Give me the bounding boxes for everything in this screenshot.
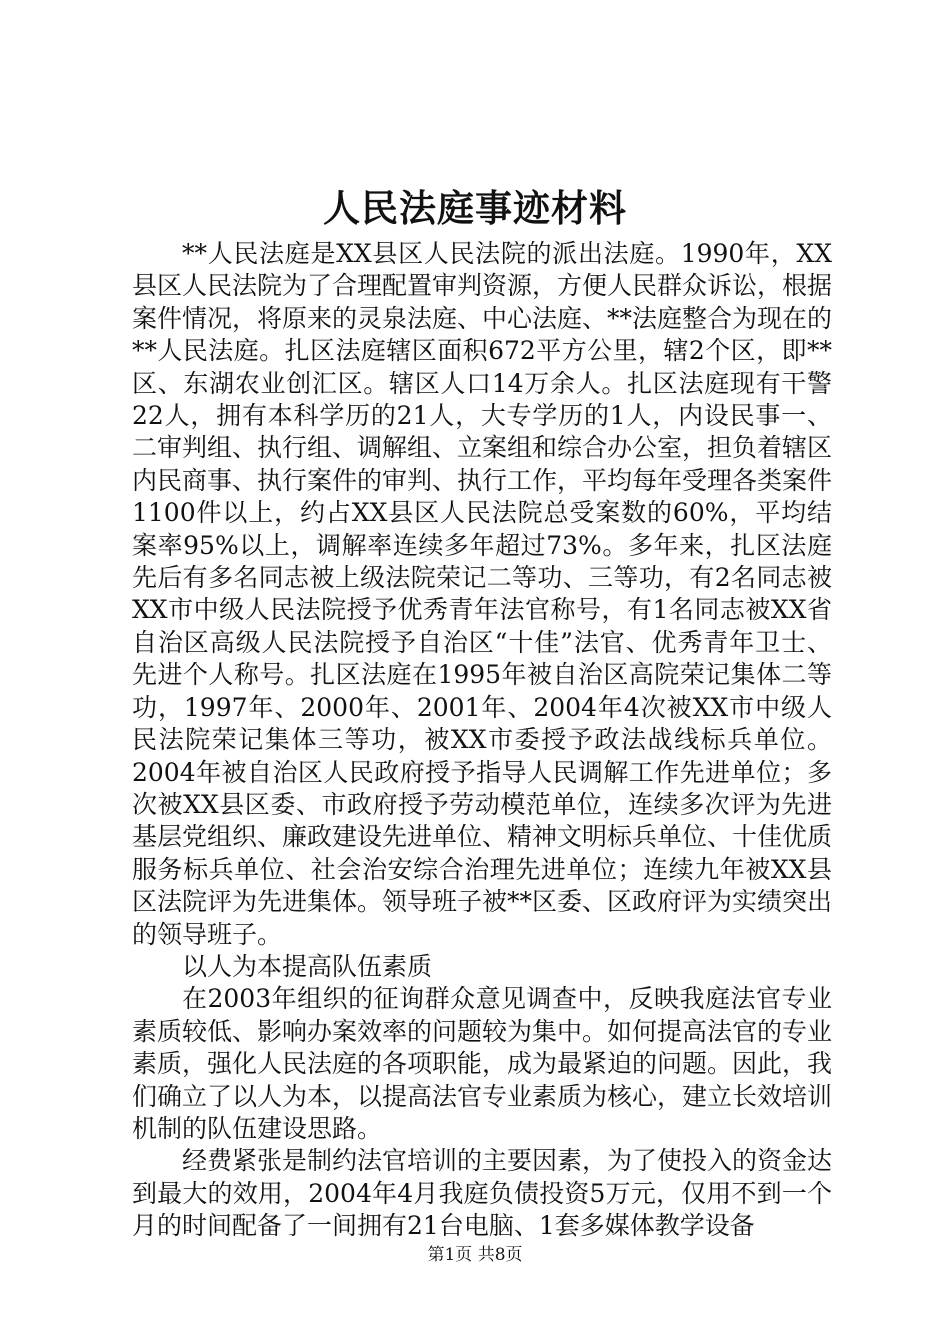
paragraph-intro: **人民法庭是XX县区人民法院的派出法庭。1990年，XX县区人民法院为了合理配置审判资源，方便人民群众诉讼，根据案件情况，将原来的灵泉法庭、中心法庭、**法庭整合为现在的**人民法庭。扎区法庭辖区面积672平方公里，辖2个区，即**区、东湖农业创汇区。辖区人口14万余人。扎区法庭现有干警22人，拥有本科学历的21人，大专学历的1人，内设民事一、二审判组、执行组、调解组、立案组和综合办公室，担负着辖区内民商事、执行案件的审判、执行工作，平均每年受理各类案件1100件以上，约占XX县区人民法院总受案数的60%，平均结案率95%以上，调解率连续多年超过73%。多年来，扎区法庭先后有多名同志被上级法院荣记二等功、三等功，有2名同志被XX市中级人民法院授予优秀青年法官称号，有1名同志被XX省自治区高级人民法院授予自治区“十佳”法官、优秀青年卫士、先进个人称号。扎区法庭在1995年被自治区高院荣记集体二等功，1997年、2000年、2001年、2004年4次被XX市中级人民法院荣记集体三等功，被XX市委授予政法战线标兵单位。2004年被自治区人民政府授予指导人民调解工作先进单位；多次被XX县区委、市政府授予劳动模范单位，连续多次评为先进基层党组织、廉政建设先进单位、精神文明标兵单位、十佳优质服务标兵单位、社会治安综合治理先进单位；连续九年被XX县区法院评为先进集体。领导班子被**区委、区政府评为实绩突出的领导班子。 <box>132 239 833 949</box>
document-title: 人民法庭事迹材料 <box>323 186 627 230</box>
section-heading: 以人为本提高队伍素质 <box>182 951 433 981</box>
page-footer: 第1页 共8页 <box>427 1245 523 1265</box>
document-body <box>132 238 832 1243</box>
paragraph-survey: 在2003年组织的征询群众意见调查中，反映我庭法官专业素质较低、影响办案效率的问题较为集中。如何提高法官的专业素质，强化人民法庭的各项职能，成为最紧迫的问题。因此，我们确立了以人为本，以提高法官专业素质为核心，建立长效培训机制的队伍建设思路。 <box>132 984 833 1143</box>
paragraph-funding: 经费紧张是制约法官培训的主要因素，为了使投入的资金达到最大的效用，2004年4月我庭负债投资5万元，仅用不到一个月的时间配备了一间拥有21台电脑、1套多媒体教学设备 <box>132 1146 833 1241</box>
